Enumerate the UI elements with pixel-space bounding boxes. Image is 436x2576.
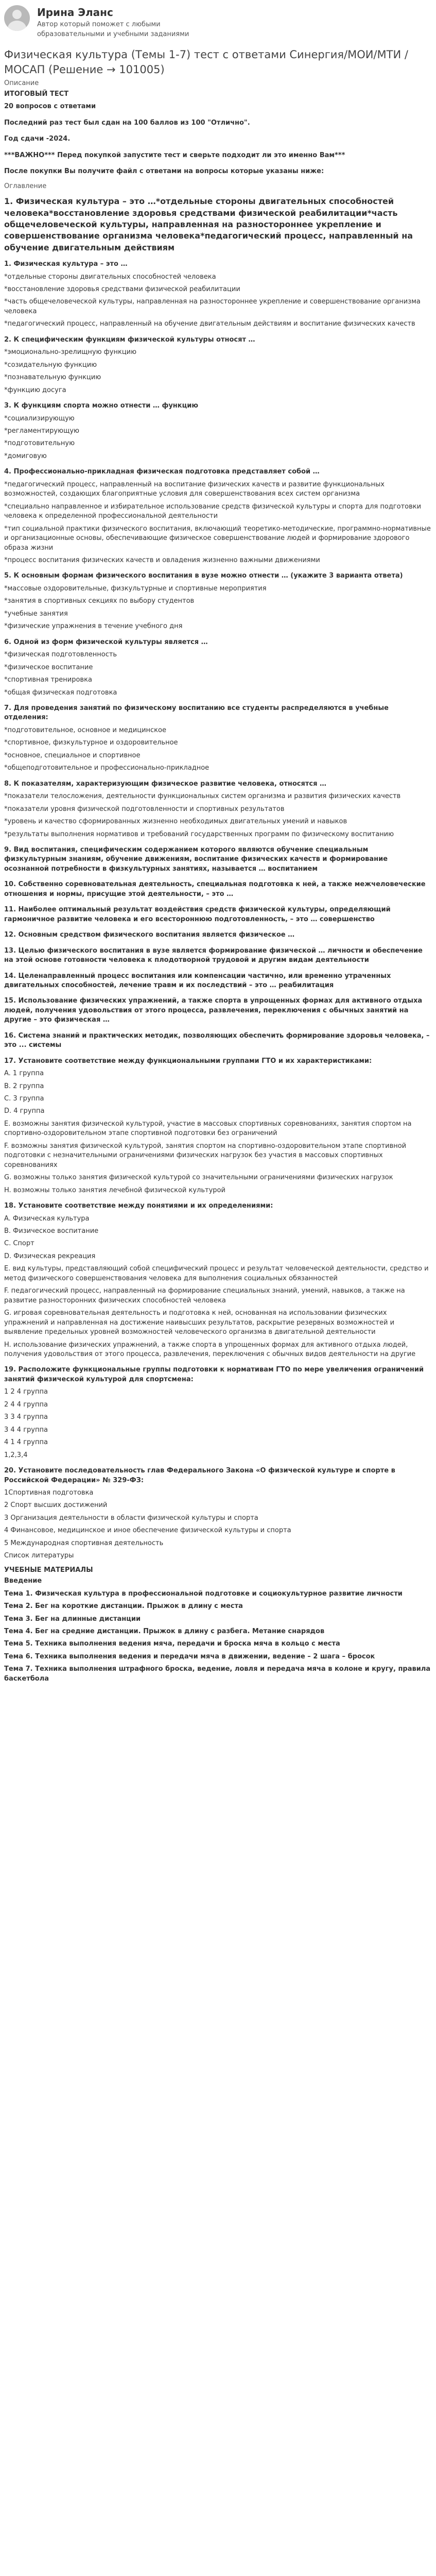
answer-option: *функцию досуга (4, 386, 66, 394)
answer-option: 1 2 4 группа (4, 1388, 48, 1396)
author-info (37, 5, 207, 39)
answer-option: 3 4 4 группа (4, 1426, 48, 1434)
answer-option: *физические упражнения в течение учебного дня (4, 622, 183, 631)
question: 6. Одной из форм физической культуры является … (4, 638, 208, 646)
intro-line: После покупки Вы получите файл с ответами на вопросы которые указаны ниже: (4, 167, 324, 176)
answer-option: F. возможны занятия физической культурой, занятия спортом на спортивно-оздоровительном этапе спортивной подготовки с незначительными ограничениями физических нагрузок без участия в массовых спортивных соревнованиях (4, 1142, 407, 1169)
question: 5. К основным формам физического воспитания в вузе можно отнести … (укажите 3 варианта ответа) (4, 572, 403, 580)
answer-option: F. педагогический процесс, направленный на формирование специальных знаний, умений, навыков, а также на развитие разносторонних физических способностей человека (4, 1287, 405, 1304)
question: 15. Использование физических упражнений, а также спорта в упрощенных формах для активного отдыха людей, получения удовольствия от этого процесса, развлечения, переключения с обычных занятий на другие – это физическая … (4, 997, 423, 1024)
answer-option: C. 3 группа (4, 1095, 44, 1103)
answer-option: *тип социальной практики физического воспитания, включающий теоретико-методические, программно-нормативные и организационные основы, обеспечивающие физическое совершенствование людей и формирование здорового образа жизни (4, 524, 431, 552)
intro-line: Последний раз тест был сдан на 100 баллов из 100 "Отлично". (4, 118, 250, 127)
answer-option: *учебные занятия (4, 609, 68, 618)
answer-option: A. Физическая культура (4, 1214, 90, 1223)
answer-option: *часть общечеловеческой культуры, направленная на разностороннее укрепление и совершенствование организма человека (4, 298, 421, 315)
answer-option: E. возможны занятия физической культурой, участие в массовых спортивных соревнованиях, занятия спортом на спортивно-оздоровительном этапе спортивной подготовки без ограничений (4, 1120, 412, 1138)
question: 19. Расположите функциональные группы подготовки к нормативам ГТО по мере увеличения ограничений занятий физической культурой для спортсмена: (4, 1366, 424, 1383)
question: 2. К специфическим функциям физической культуры относят … (4, 335, 255, 344)
answer-option: D. Физическая рекреация (4, 1252, 96, 1260)
answer-option: *основное, специальное и спортивное (4, 751, 141, 759)
answer-option: *отдельные стороны двигательных способностей человека (4, 273, 216, 281)
question: 18. Установите соответствие между понятиями и их определениями: (4, 1202, 273, 1210)
question: 4. Профессионально-прикладная физическая подготовка представляет собой … (4, 468, 320, 476)
answer-option: *общеподготовительное и профессионально-прикладное (4, 764, 210, 772)
answer-option: *общая физическая подготовка (4, 688, 117, 697)
intro-line: 20 вопросов с ответами (4, 103, 96, 111)
answer-option: B. 2 группа (4, 1082, 44, 1090)
answer-option: *специально направленное и избирательное использование средств физической культуры и спорта для подготовки человека к определенной профессиональной деятельности (4, 502, 422, 520)
intro (4, 88, 432, 178)
answer-option: 1,2,3,4 (4, 1451, 28, 1459)
contents-label: Оглавление (4, 182, 47, 190)
answer-option: H. возможны только занятия лечебной физической культурой (4, 1186, 225, 1194)
answer-option: *восстановление здоровья средствами физической реабилитации (4, 285, 240, 294)
question: 10. Собственно соревновательная деятельность, специальная подготовка к ней, а также межчеловеческие отношения и нормы, присущие этой деятельности, – это … (4, 880, 426, 898)
question: 11. Наиболее оптимальный результат воздействия средств физической культуры, определяющий гармоничное развитие человека и его всестороннюю подготовленность, – это … совершенство (4, 906, 391, 923)
answer-option: 4 1 4 группа (4, 1438, 48, 1447)
topic-item: Введение (4, 1577, 42, 1585)
answer-option: 3 Организация деятельности в области физической культуры и спорта (4, 1514, 258, 1522)
answer-option: E. вид культуры, представляющий собой специфический процесс и результат человеческой деятельности, средство и метод физического совершенствования человека для выполнения социальных обязанностей (4, 1265, 429, 1282)
description-label: Описание (4, 79, 39, 87)
answer-option: G. игровая соревновательная деятельность и подготовка к ней, основанная на использовании физических упражнений и направленная на достижение наивысших результатов, раскрытие резервных возможностей и выявление предельных уровней возможностей человеческого организма в двигательной деятельности (4, 1309, 395, 1336)
answer-option: 2 4 4 группа (4, 1400, 48, 1409)
author-card (4, 0, 432, 39)
answer-option: Список литературы (4, 1552, 74, 1560)
question: 1. Физическая культура – это … (4, 260, 128, 268)
answer-option: 3 3 4 группа (4, 1413, 48, 1421)
answer-option: *подготовительную (4, 439, 75, 448)
question: 17. Установите соответствие между функциональными группами ГТО и их характеристиками: (4, 1057, 372, 1065)
answer-option: 2 Спорт высших достижений (4, 1501, 108, 1510)
question: 20. Установите последовательность глав Федерального Закона «О физической культуре и спорте в Российской Федерации» № 329-ФЗ: (4, 1467, 395, 1484)
answer-option: 1Спортивная подготовка (4, 1488, 94, 1497)
answer-option: H. использование физических упражнений, а также спорта в упрощенных формах для активного отдыха людей, получения удовольствия от этого процесса, развлечения, переключения с обычных видов деятельности на другие (4, 1341, 416, 1358)
answer-option: *познавательную функцию (4, 374, 101, 382)
intro-line: ***ВАЖНО*** Перед покупкой запустите тест и сверьте подходит ли это именно Вам*** (4, 151, 345, 159)
answer-option: *процесс воспитания физических качеств и овладения жизненно важными движениями (4, 556, 320, 564)
answer-option: *массовые оздоровительные, физкультурные и спортивные мероприятия (4, 584, 267, 592)
answer-option: *спортивная тренировка (4, 676, 92, 684)
answer-option: *подготовительное, основное и медицинское (4, 726, 166, 734)
answer-option: D. 4 группа (4, 1107, 45, 1115)
answer-option: G. возможны только занятия физической культурой со значительными ограничениями физических нагрузок (4, 1174, 393, 1182)
topic-item: Тема 7. Техника выполнения штрафного броска, ведение, ловля и передача мяча в колоне и кругу, правила баскетбола (4, 1665, 431, 1683)
topic-item: Тема 3. Бег на длинные дистанции (4, 1615, 141, 1623)
answer-option: A. 1 группа (4, 1070, 44, 1078)
answer-option: 4 Финансовое, медицинское и иное обеспечение физической культуры и спорта (4, 1527, 291, 1535)
answer-option: *занятия в спортивных секциях по выбору студентов (4, 597, 195, 605)
question: 13. Целью физического воспитания в вузе является формирование физической … личности и обеспечение на этой основе готовности человека к плодотворной трудовой и другим видам деятельности (4, 946, 423, 964)
topic-item: Тема 5. Техника выполнения ведения мяча, передачи и броска мяча в кольцо с места (4, 1640, 340, 1648)
question: 3. К функциям спорта можно отнести … функцию (4, 402, 198, 410)
question: 14. Целенаправленный процесс воспитания или компенсации частично, или временно утраченных двигательных способностей, лечение травм и их последствий – это … реабилитация (4, 972, 391, 989)
question: 12. Основным средством физического воспитания является физическое … (4, 931, 295, 939)
answer-option: *физическая подготовленность (4, 651, 117, 659)
avatar[interactable] (4, 5, 30, 31)
author-bio: Автор который поможет с любыми образовательными и учебными заданиями (37, 21, 189, 38)
answer-option: *показатели телосложения, деятельности функциональных систем организма и развития физических качеств (4, 792, 401, 801)
answer-option: C. Спорт (4, 1240, 34, 1248)
topic-item: Тема 6. Техника выполнения ведения и передачи мяча в движении, ведение – 2 шага – бросок (4, 1652, 375, 1660)
contents-first-question: 1. Физическая культура – это …*отдельные стороны двигательных способностей человека*восстановление здоровья средствами физической реабилитации*часть общечеловеческой культуры, направленная на разностороннее укрепление и совершенствование организма человека*педагогический процесс, направленный на обучение двигательным действиям (4, 196, 413, 252)
author-name[interactable]: Ирина Эланс (37, 6, 113, 19)
page-title: Физическая культура (Темы 1-7) тест с ответами Синергия/МОИ/МТИ /МОСАП (Решение → 101005) (4, 48, 408, 76)
topic-item: Тема 4. Бег на средние дистанции. Прыжок в длину с разбега. Метание снарядов (4, 1627, 325, 1635)
question-list (4, 258, 432, 1563)
answer-option: *показатели уровня физической подготовленности и спортивных результатов (4, 805, 285, 813)
question: 8. К показателям, характеризующим физическое развитие человека, относятся … (4, 779, 326, 788)
answer-option: *педагогический процесс, направленный на воспитание физических качеств и развитие функциональных возможностей, создающих благоприятные условия для совершенствования всех систем организма (4, 480, 385, 498)
answer-option: *социализирующую (4, 414, 75, 422)
question: 9. Вид воспитания, специфическим содержанием которого являются обучение специальным физкультурным знаниям, обучение движениям, воспитание физических качеств и формирование осознанной потребности в физкультурных занятиях, называется … воспитанием (4, 845, 388, 873)
answer-option: *результаты выполнения нормативов и требований государственных программ по физическому воспитанию (4, 830, 394, 838)
materials-heading: УЧЕБНЫЕ МАТЕРИАЛЫ (4, 1566, 93, 1574)
answer-option: *педагогический процесс, направленный на обучение двигательным действиям и воспитание физических качеств (4, 320, 415, 328)
topic-list (4, 1575, 432, 1685)
topic-item: Тема 2. Бег на короткие дистанции. Прыжок в длину с места (4, 1602, 243, 1611)
answer-option: *эмоционально-зрелищную функцию (4, 348, 137, 357)
answer-option: *физическое воспитание (4, 663, 93, 671)
answer-option: *спортивное, физкультурное и оздоровительное (4, 739, 178, 747)
answer-option: *регламентирующую (4, 427, 79, 435)
intro-line: Год сдачи -2024. (4, 135, 71, 143)
answer-option: *созидательную функцию (4, 361, 97, 369)
answer-option: *домиговую (4, 452, 47, 460)
answer-option: *уровень и качество сформированных жизненно необходимых двигательных умений и навыков (4, 818, 347, 826)
answer-option: B. Физическое воспитание (4, 1227, 99, 1235)
question: 7. Для проведения занятий по физическому воспитанию все студенты распределяются в учебные отделения: (4, 704, 389, 722)
question: 16. Система знаний и практических методик, позволяющих обеспечить формирование здоровья человека, – это ... системы (4, 1031, 430, 1049)
answer-option: 5 Международная спортивная деятельность (4, 1539, 164, 1547)
topic-item: Тема 1. Физическая культура в профессиональной подготовке и социокультурное развитие личности (4, 1589, 403, 1598)
intro-line: ИТОГОВЫЙ ТЕСТ (4, 90, 69, 98)
